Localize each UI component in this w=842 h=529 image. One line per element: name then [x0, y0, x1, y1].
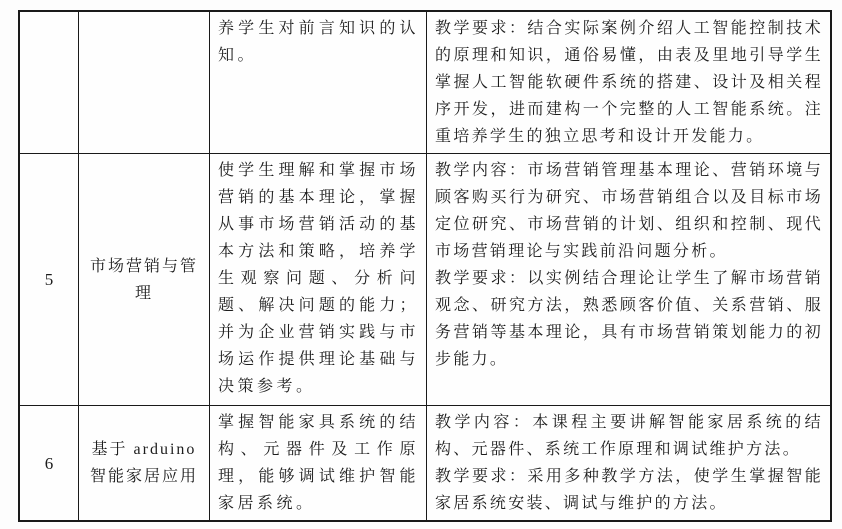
course-objective-text: 养学生对前言知识的认知。 — [218, 20, 419, 64]
teaching-content-text: 教学内容：市场营销管理基本理论、营销环境与顾客购买行为研究、市场营销组合以及目标市场定位研究、市场营销的计划、组织和控制、现代市场营销理论与实践前沿问题分析。 — [435, 162, 823, 260]
teaching-requirements-text: 教学要求：采用多种教学方法，使学生掌握智能家居系统安装、调试与维护的方法。 — [435, 468, 823, 512]
teaching-content-cell — [427, 406, 830, 520]
course-objective-cell — [210, 154, 427, 406]
course-syllabus-table — [18, 10, 832, 522]
row-number-cell — [20, 406, 79, 520]
course-objective-cell — [210, 12, 427, 154]
course-name-cell — [79, 12, 210, 154]
course-objective-text: 使学生理解和掌握市场营销的基本理论，掌握从事市场营销活动的基本方法和策略，培养学生观察问题、分析问题、解决问题的能力；并为企业营销实践与市场运作提供理论基础与决策参考。 — [218, 162, 419, 395]
course-objective-cell — [210, 406, 427, 520]
course-objective-text: 掌握智能家具系统的结构、元器件及工作原理，能够调试维护智能家居系统。 — [218, 414, 419, 512]
course-name-cell — [79, 154, 210, 406]
teaching-content-cell — [427, 154, 830, 406]
course-name: 市场营销与管理 — [89, 257, 198, 302]
course-name: 基于 arduino 智能家居应用 — [89, 441, 198, 485]
row-number: 6 — [44, 453, 54, 473]
teaching-content-text: 教学内容：本课程主要讲解智能家居系统的结构、元器件、系统工作原理和调试维护方法。 — [435, 414, 823, 458]
row-number-cell — [20, 12, 79, 154]
row-number: 5 — [44, 270, 54, 289]
row-number-cell — [20, 154, 79, 406]
teaching-content-cell — [427, 12, 830, 154]
teaching-requirements-text: 教学要求：结合实际案例介绍人工智能控制技术的原理和知识，通俗易懂，由表及里地引导学生掌握人工智能软硬件系统的搭建、设计及相关程序开发，进而建构一个完整的人工智能系统。注重培养学生的独立思考和设计开发能力。 — [435, 20, 823, 145]
course-name-cell — [79, 406, 210, 520]
teaching-requirements-text: 教学要求：以实例结合理论让学生了解市场营销观念、研究方法，熟悉顾客价值、关系营销、服务营销等基本理论，具有市场营销策划能力的初步能力。 — [435, 270, 823, 368]
